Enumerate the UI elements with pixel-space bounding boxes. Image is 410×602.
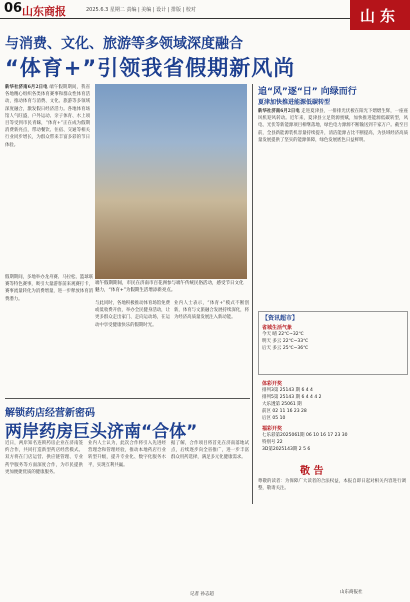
weather-line-1: 今天 晴 22℃~32℃: [262, 332, 304, 337]
lead-headline: “体育+”引领我省假期新风尚: [5, 56, 296, 80]
page-number: 06: [4, 1, 23, 16]
notice-body: 尊敬的读者：为保障广大读者的合法权益，本报自即日起对相关内容进行调整，敬请关注。: [258, 479, 406, 492]
bottom-column-3: 据了解，合作项目将首先在济南落地试点，后续逐步向全省推广，进一步丰富群众用药选择，满足多元化健康需求。: [171, 441, 249, 461]
issue-meta: 2025.6.3 星期二 责编 | 美编 | 设计 | 排版 | 校对: [86, 7, 196, 13]
section-tag: 山东: [350, 0, 410, 30]
bottom-kicker: 解锁药店经营新密码: [5, 408, 95, 419]
bottom-column-2: 业内人士认为，此次合作将引入先进经营理念和管理经验，推动本地药店行业转型升级，提升专业化、数字化服务水平，实现互利共赢。: [88, 441, 166, 468]
right-subhead: 夏津加快推进能源低碳转型: [258, 99, 331, 106]
bottom-headline: 两岸药房巨头济南“合体”: [5, 422, 198, 442]
lead-photo-caption: 端午假期期间，市民在济南市百花洲参与端午传统民俗活动，感受节日文化魅力，“体育+”为假期生活增添新亮点。: [95, 281, 244, 293]
lottery-line-3: 大乐透第 25061 期: [262, 402, 302, 407]
lottery-title-2: 福彩开奖: [262, 426, 283, 432]
weather-line-2: 明天 多云 22℃~33℃: [262, 339, 309, 344]
bottom-column-1: 近日，两岸知名连锁药房企业在济南签约合作，共同打造新型药店经营模式。双方将在门店运营、供应链管理、专业药学服务等方面深度合作，为市民提供更加便捷优质的健康服务。: [5, 441, 83, 475]
weather-line-3: 后天 多云 25℃~36℃: [262, 346, 309, 351]
bottom-byline: 记者 孙志超: [190, 592, 214, 597]
lead-kicker: 与消费、文化、旅游等多领域深度融合: [5, 36, 243, 52]
lottery-line-1: 排列3第 25143 期 6 4 4: [262, 388, 313, 393]
lead-column-3: 业内人士表示，“体育+”模式不断创新，体育与文旅融合发展持续深化，将为经济高质量发展注入新动能。: [174, 301, 249, 321]
lottery2-line-3: 3D第2025143期 2 5 6: [262, 447, 311, 452]
notice-sign: 山东商报社: [340, 590, 363, 595]
lead-photo: [95, 84, 247, 279]
lottery-line-2: 排列5第 25143 期 6 4 4 4 2: [262, 395, 322, 400]
lottery-line-5: 后区 05 10: [262, 416, 286, 421]
right-byline: 新华社济南6月2日电: [258, 109, 300, 114]
lead-column-1: 新华社济南6月2日电 端午假期期间，我省各地精心组织各类体育赛事和群众性体育活动，推动体育与消费、文化、旅游等多领域深度融合，激发假日经济活力。各地体育场馆人气旺盛，户外运动、亲子体育、水上项目等受到市民青睐，“体育+”正在成为假期消费新亮点，带动餐饮、住宿、交通等相关行业同步增长，为群众带来丰富多彩的节日体验。: [5, 85, 90, 148]
lottery2-line-2: 特别号 22: [262, 440, 283, 445]
right-article-body: 新华社济南6月2日电 走进夏津县，一排排光伏板在阳光下熠熠生辉，一座座风机迎风转动。近年来，夏津县立足资源禀赋，加快推进能源低碳转型，风电、光伏等新能源项目相继落地，绿色电力源源不断输送到千家万户。截至目前，全县新能源装机容量持续提升，清洁能源占比不断提高，为县域经济高质量发展提供了坚实的能源保障，绿色发展底色日益鲜明。: [258, 109, 408, 143]
right-headline: 追“风”逐“日” 向绿而行: [258, 87, 357, 97]
lead-column-2: 与此同时，各地积极推动体育场馆免费或低收费开放，举办全民健身活动，让更多群众走出家门、走向运动场，在运动中享受健康快乐的假期时光。: [95, 301, 170, 328]
lead-byline: 新华社济南6月2日电: [5, 85, 48, 90]
info-box-title: 【资讯超市】: [262, 315, 299, 322]
bottom-divider: [5, 398, 250, 399]
weather-title: 省城生活气象: [262, 325, 293, 331]
column-divider: [252, 84, 253, 504]
lottery-line-4: 前区 02 11 16 23 28: [262, 409, 307, 414]
paper-name: 山东商报: [22, 5, 66, 18]
lottery-title: 体彩开奖: [262, 381, 283, 387]
lottery2-line-1: 七乐彩第2025061期 06 10 16 17 23 30: [262, 433, 348, 438]
lead-column-1b: 假期期间，多地举办龙舟赛、马拉松、篮球联赛等特色赛事，吸引大量游客前来观赛打卡，赛事流量转化为消费增量，进一步释放体育消费潜力。: [5, 275, 93, 302]
notice-title: 敬 告: [300, 466, 324, 477]
